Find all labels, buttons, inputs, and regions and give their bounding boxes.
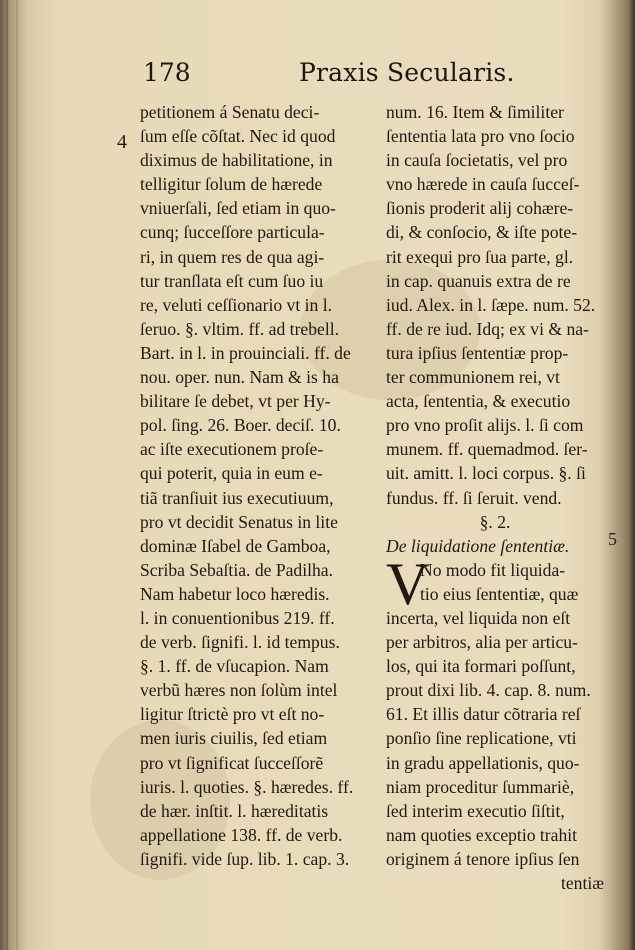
text-line: fundus. ff. ſi ſeruit. vend. <box>386 487 562 508</box>
binding-edge <box>6 0 8 950</box>
text-line: in cauſa ſocietatis, vel pro <box>386 150 568 171</box>
text-line: tur tranſlata eſt cum ſuo iu <box>140 270 324 291</box>
section-heading: De liquidatione ſententiæ. <box>386 535 570 556</box>
running-title: Praxis Secularis. <box>299 58 515 87</box>
text-line: pro vno proſit alijs. l. ſi com <box>386 415 584 436</box>
text-line: ligitur ſtrictè pro vt eſt no- <box>140 704 325 725</box>
text-line: vno hærede in cauſa ſucceſ- <box>386 174 580 195</box>
text-line: verbũ hæres non ſolùm intel <box>140 680 338 701</box>
text-line: de hær. inſtit. l. hæreditatis <box>140 800 329 821</box>
text-line: ſionis proderit alij cohære- <box>386 198 574 219</box>
text-line: ff. de re iud. Idq; ex vi & na- <box>386 318 589 339</box>
right-column <box>386 100 604 895</box>
text-line: rit exequi pro ſua parte, gl. <box>386 246 574 267</box>
text-line: originem á tenore ipſius ſen <box>386 848 580 869</box>
text-line: qui poterit, quia in eum e- <box>140 463 323 484</box>
text-line: appellatione 138. ff. de verb. <box>140 824 343 845</box>
text-line: pol. ſing. 26. Boer. deciſ. 10. <box>140 415 341 436</box>
text-line: de verb. ſignifi. l. id tempus. <box>140 632 340 653</box>
text-line: men iuris ciuilis, ſed etiam <box>140 728 328 749</box>
text-line: num. 16. Item & ſimiliter <box>386 102 564 122</box>
text-line: No modo fit liquida- <box>420 559 566 580</box>
text-line: l. in conuentionibus 219. ff. <box>140 607 335 628</box>
text-line: iuris. l. quoties. §. hæredes. ff. <box>140 776 354 797</box>
text-line: per arbitros, alia per articu- <box>386 632 578 653</box>
text-line: ter communionem rei, vt <box>386 367 560 388</box>
text-line: acta, ſententia, & executio <box>386 391 571 412</box>
catchword: tentiæ <box>560 873 604 893</box>
text-line: ponſio ſine replicatione, vti <box>386 728 577 749</box>
text-line: nou. oper. nun. Nam & is ha <box>140 367 339 388</box>
text-line: ſum eſſe cõſtat. Nec id quod <box>140 126 336 147</box>
text-line: Scriba Sebaſtia. de Padilha. <box>140 559 333 580</box>
text-line: pro vt ſignificat ſucceſſorẽ <box>140 752 324 773</box>
text-line: nam quoties exceptio trahit <box>386 824 578 845</box>
margin-note-left: 4 <box>117 131 127 153</box>
text-line: diximus de habilitatione, in <box>140 150 333 171</box>
text-line: los, qui ita formari poſſunt, <box>386 656 576 677</box>
text-line: tio eius ſententiæ, quæ <box>420 583 579 604</box>
binding-edge-inner <box>16 0 18 950</box>
folio-number: 178 <box>143 58 191 87</box>
text-line: incerta, vel liquida non eſt <box>386 607 571 628</box>
text-line: iud. Alex. in l. ſæpe. num. 52. <box>386 294 596 315</box>
margin-note-right: 5 <box>608 529 617 549</box>
text-line: 61. Et illis datur cõtraria reſ <box>386 704 581 725</box>
text-line: vniuerſali, ſed etiam in quo- <box>140 198 336 219</box>
text-line: tiã tranſiuit ius executiuum, <box>140 487 334 508</box>
text-line: di, & conſocio, & iſte pote- <box>386 222 578 243</box>
text-line: dominæ Iſabel de Gamboa, <box>140 535 331 556</box>
text-line: ac iſte executionem proſe- <box>140 439 324 460</box>
left-column <box>140 100 370 871</box>
text-line: pro vt decidit Senatus in lite <box>140 511 338 532</box>
drop-cap-paragraph <box>386 550 604 617</box>
page-header <box>143 58 625 92</box>
text-line: uit. amitt. l. loci corpus. §. ſi <box>386 463 586 484</box>
text-line: tura ipſius ſententiæ prop- <box>386 342 569 363</box>
text-line: in cap. quanuis extra de re <box>386 270 571 291</box>
text-line: niam proceditur ſummariè, <box>386 776 575 797</box>
text-line: in gradu appellationis, quo- <box>386 752 580 773</box>
text-line: ſententia lata pro vno ſocio <box>386 126 575 147</box>
text-line: ſignifi. vide ſup. lib. 1. cap. 3. <box>140 848 350 869</box>
text-line: §. 1. ff. de vſucapion. Nam <box>140 656 329 677</box>
section-number: §. 2. <box>479 511 511 532</box>
drop-cap: V <box>386 550 430 617</box>
text-line: telligitur ſolum de hærede <box>140 174 323 195</box>
text-line: cunq; ſucceſſore particula- <box>140 222 325 243</box>
text-line: Nam habetur loco hæredis. <box>140 583 330 604</box>
text-line: bilitare ſe debet, vt per Hy- <box>140 391 331 412</box>
text-line: Bart. in l. in prouinciali. ff. de <box>140 342 351 363</box>
text-line: ri, in quem res de qua agi- <box>140 246 325 267</box>
text-line: ſed interim executio ſiſtit, <box>386 800 565 821</box>
text-line: ſeruo. §. vltim. ff. ad trebell. <box>140 318 340 339</box>
text-line: prout dixi lib. 4. cap. 8. num. <box>386 680 591 701</box>
text-line: petitionem á Senatu deci- <box>140 102 320 122</box>
text-line: re, veluti ceſſionario vt in l. <box>140 294 333 315</box>
text-line: munem. ff. quemadmod. ſer- <box>386 439 588 460</box>
